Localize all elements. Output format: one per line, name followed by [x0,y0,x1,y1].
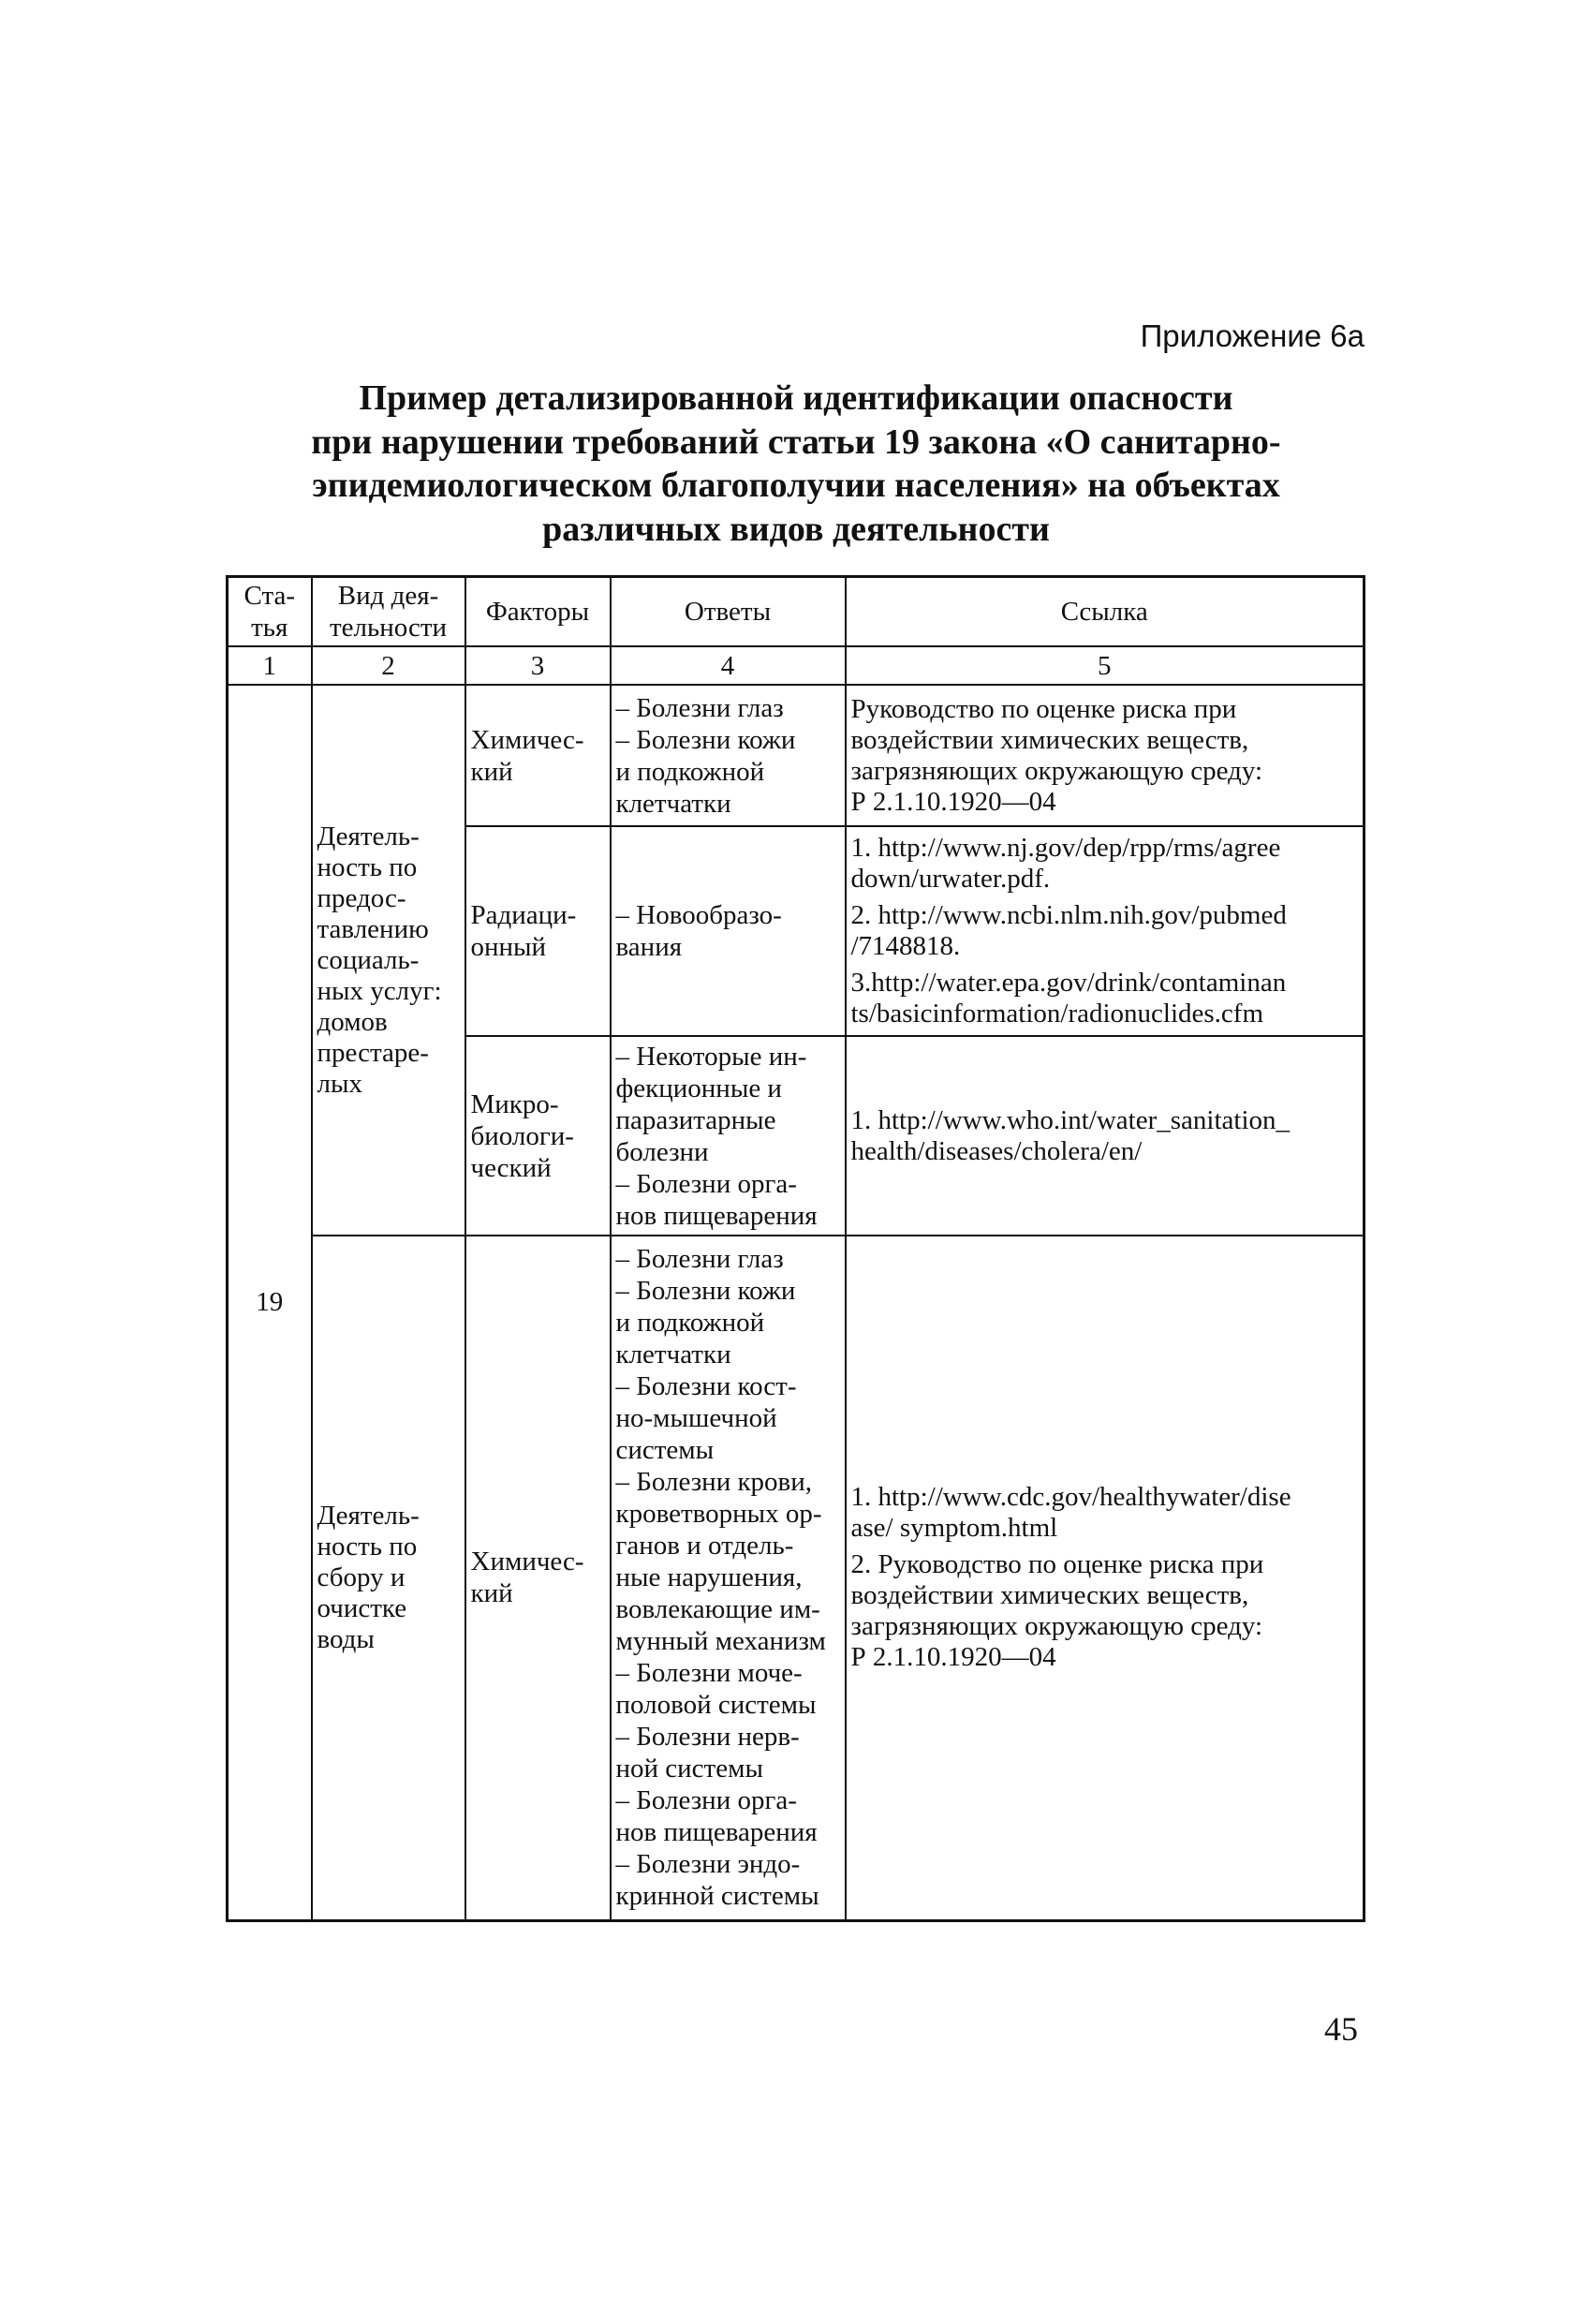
links-cell [846,1236,1364,1920]
answer-item: – Некоторые ин- фекционные и паразитарные болезни [615,1041,807,1167]
activity-label: Деятель- ность по предос- тавлению социаль- ных услуг: домов престаре- лых [317,821,442,1099]
links-cell [846,1036,1364,1236]
column-number-row [228,646,1364,685]
activity-cell [312,1236,465,1920]
answers-cell [611,1036,846,1236]
answer-item: – Болезни кост- но-мышечной системы [615,1371,797,1466]
header-article-label: Ста- тья [243,581,296,643]
answers-cell [611,826,846,1036]
link-item: 1. http://www.who.int/water_sanitation_ health/diseases/cholera/en/ [850,1104,1291,1166]
header-answers-label: Ответы [684,597,772,627]
answer-item: – Новообразо- вания [615,900,782,962]
header-activity-label: Вид дея- тельности [329,581,448,643]
answer-item: – Болезни глаз [615,1244,784,1275]
title-line: различных видов деятельности [542,509,1050,549]
table-row [228,685,1364,826]
link-item: Руководство по оценке риска при воздействии химических веществ, загрязняющих окружающую среду: Р 2.1.10.1920––04 [850,693,1263,817]
column-number: 4 [720,650,735,681]
activity-cell [312,685,465,1236]
answer-item: – Болезни кожи и подкожной клетчатки [615,1276,796,1370]
factor-cell [465,826,611,1036]
column-number: 5 [1098,650,1112,681]
link-item: 2. Руководство по оценке риска при воздействии химических веществ, загрязняющих окружающую среду: Р 2.1.10.1920—04 [850,1549,1264,1673]
header-link-label: Ссылка [1060,597,1148,627]
links-cell [846,826,1364,1036]
column-number-cell [611,646,846,685]
column-number-cell [228,646,312,685]
column-number-cell [312,646,465,685]
title-line: Пример детализированной идентификации опасности [359,378,1233,418]
answer-item: – Болезни орга- нов пищеварения [615,1168,818,1231]
header-article [228,577,312,647]
factor-cell [465,685,611,826]
header-link [846,577,1364,647]
article-number: 19 [256,1287,284,1318]
factor-cell [465,1236,611,1920]
link-item: 3.http://water.epa.gov/drink/contaminan ts/basicinformation/radionuclides.cfm [850,968,1287,1029]
header-factors-label: Факторы [485,597,590,627]
column-number: 3 [530,650,545,681]
links-cell [846,685,1364,826]
answer-item: – Болезни кожи и подкожной клетчатки [615,724,796,819]
answer-item: – Болезни глаз [615,692,784,723]
column-number-cell [465,646,611,685]
answer-item: – Болезни орга- нов пищеварения [615,1785,818,1848]
table-row [228,1236,1364,1920]
link-item: 1. http://www.nj.gov/dep/rpp/rms/agree down/urwater.pdf. [850,833,1281,894]
answer-item: – Болезни эндо- кринной системы [615,1849,819,1912]
hazard-identification-table [226,575,1365,1922]
answers-cell [611,1236,846,1920]
header-answers [611,577,846,647]
table-header-row [228,577,1364,647]
document-title [140,377,1452,551]
answer-item: – Болезни моче- половой системы [615,1658,817,1721]
link-item: 1. http://www.cdc.gov/healthywater/dise ase/ symptom.html [850,1482,1291,1544]
answer-item: – Болезни крови, кроветворных ор- ганов и отдель- ные нарушения, вовлекающие им- мунный механизм [615,1467,826,1657]
title-line: при нарушении требований статьи 19 закона «О санитарно- [311,422,1281,462]
column-number: 1 [262,650,276,681]
column-number: 2 [381,650,395,681]
title-line: эпидемиологическом благополучии населения» на объектах [312,466,1280,505]
header-activity [312,577,465,647]
activity-label: Деятель- ность по сбору и очистке воды [317,1500,420,1654]
link-item: 2. http://www.ncbi.nlm.nih.gov/pubmed /7148818. [850,900,1287,961]
column-number-cell [846,646,1364,685]
answer-item: – Болезни нерв- ной системы [615,1722,800,1784]
article-cell [228,685,312,1920]
factor-label: Микро- биологи- ческий [470,1088,574,1183]
answers-cell [611,685,846,826]
header-factors [465,577,611,647]
appendix-label: Приложение 6а [1140,318,1364,353]
factor-label: Химичес- кий [470,724,584,787]
page-number: 45 [1324,2010,1358,2048]
factor-label: Радиаци- онный [470,900,577,962]
factor-cell [465,1036,611,1236]
factor-label: Химичес- кий [470,1547,584,1609]
